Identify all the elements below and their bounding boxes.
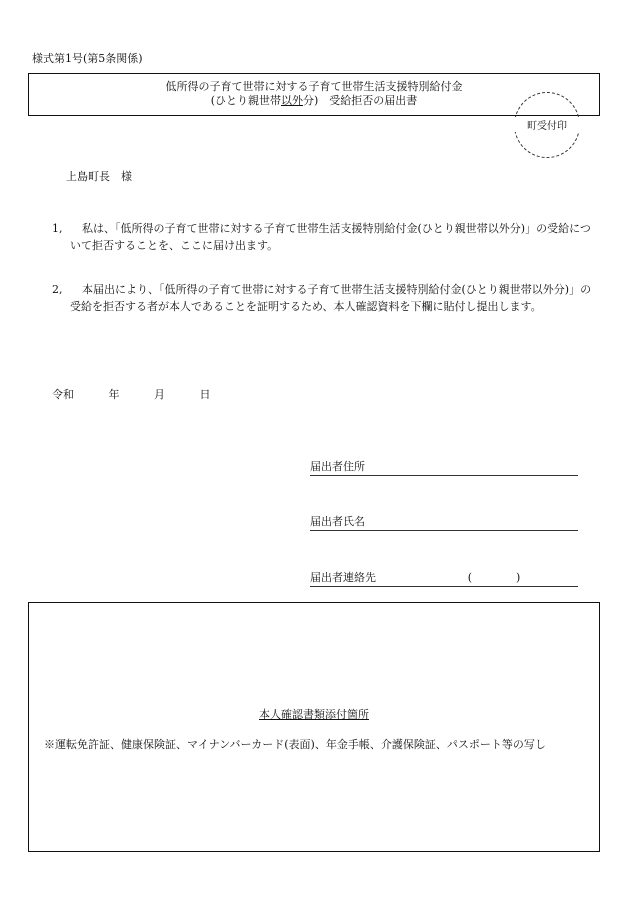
name-label: 届出者氏名 (310, 515, 365, 528)
title-line2-underlined: 以外 (281, 94, 303, 107)
name-field[interactable] (310, 514, 578, 531)
contact-field[interactable] (310, 570, 578, 587)
paragraph-1-text: 私は、「低所得の子育て世帯に対する子育て世帯生活支援特別給付金(ひとり親世帯以外分)」の受給について拒否することを、ここに届け出ます。 (70, 222, 591, 252)
id-attachment-note: ※運転免許証、健康保険証、マイナンバーカード(表面)、年金手帳、介護保険証、パスポート等の写し (44, 738, 546, 751)
paragraph-2-number: 2, (52, 283, 63, 296)
address-label: 届出者住所 (310, 460, 365, 473)
reception-stamp-label: 町受付印 (514, 117, 580, 132)
paragraph-1 (52, 220, 592, 254)
document-title-line2 (29, 94, 599, 108)
paragraph-2-text: 本届出により、「低所得の子育て世帯に対する子育て世帯生活支援特別給付金(ひとり親世帯以外分)」の受給を拒否する者が本人であることを証明するため、本人確認資料を下欄に貼付し提出します。 (70, 283, 592, 313)
address-field[interactable] (310, 459, 578, 476)
paragraph-1-number: 1, (52, 222, 63, 235)
document-title-line1: 低所得の子育て世帯に対する子育て世帯生活支援特別給付金 (165, 80, 463, 93)
id-attachment-title: 本人確認書類添付箇所 (259, 708, 369, 721)
paragraph-2 (52, 281, 592, 315)
date-line: 令和 年 月 日 (52, 388, 211, 401)
id-document-attachment-box (28, 602, 600, 852)
document-title-box (28, 73, 600, 116)
form-number-label: 様式第1号(第5条関係) (32, 52, 143, 65)
contact-label: 届出者連絡先 (310, 571, 376, 584)
title-line2-prefix: (ひとり親世帯 (210, 94, 281, 107)
addressee: 上島町長 様 (66, 170, 132, 183)
title-line2-suffix: 分) 受給拒否の届出書 (303, 94, 418, 107)
contact-paren: ( ) (467, 571, 521, 584)
